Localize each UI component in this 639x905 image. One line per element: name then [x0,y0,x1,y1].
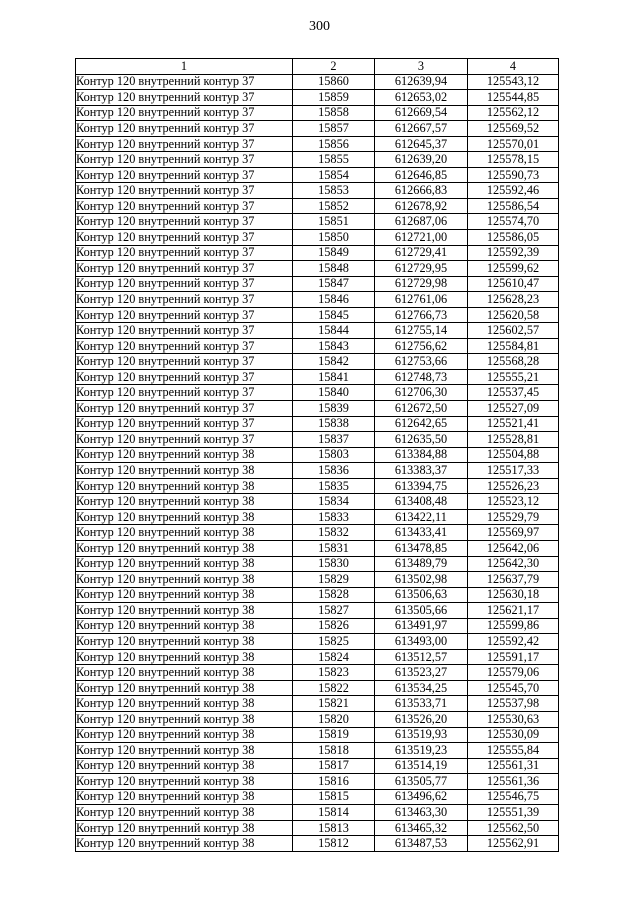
cell-coordinate-y: 125642,06 [468,540,559,556]
cell-point-number: 15855 [293,152,375,168]
page-number: 300 [309,19,330,34]
cell-coordinate-x: 612761,06 [375,292,468,308]
cell-point-number: 15827 [293,603,375,619]
cell-coordinate-x: 612729,98 [375,276,468,292]
cell-coordinate-x: 612729,95 [375,261,468,277]
cell-point-number: 15842 [293,354,375,370]
table-row [76,416,559,432]
cell-coordinate-x: 613383,37 [375,463,468,479]
cell-coordinate-x: 613463,30 [375,805,468,821]
cell-point-number: 15831 [293,540,375,556]
cell-point-number: 15824 [293,649,375,665]
cell-contour-name: Контур 120 внутренний контур 38 [76,820,293,836]
cell-point-number: 15845 [293,307,375,323]
cell-coordinate-y: 125530,63 [468,711,559,727]
cell-coordinate-x: 613514,19 [375,758,468,774]
table-row [76,401,559,417]
cell-coordinate-x: 612642,65 [375,416,468,432]
table-row [76,307,559,323]
cell-point-number: 15830 [293,556,375,572]
cell-point-number: 15859 [293,90,375,106]
cell-contour-name: Контур 120 внутренний контур 37 [76,183,293,199]
cell-point-number: 15819 [293,727,375,743]
cell-point-number: 15857 [293,121,375,137]
cell-contour-name: Контур 120 внутренний контур 38 [76,634,293,650]
cell-coordinate-y: 125569,52 [468,121,559,137]
cell-coordinate-y: 125584,81 [468,338,559,354]
cell-coordinate-x: 613534,25 [375,680,468,696]
cell-contour-name: Контур 120 внутренний контур 37 [76,198,293,214]
cell-contour-name: Контур 120 внутренний контур 37 [76,136,293,152]
cell-coordinate-y: 125543,12 [468,74,559,90]
table-row [76,369,559,385]
cell-coordinate-y: 125537,98 [468,696,559,712]
cell-coordinate-x: 613526,20 [375,711,468,727]
cell-point-number: 15848 [293,261,375,277]
cell-contour-name: Контур 120 внутренний контур 37 [76,307,293,323]
cell-coordinate-y: 125590,73 [468,167,559,183]
cell-point-number: 15847 [293,276,375,292]
cell-contour-name: Контур 120 внутренний контур 38 [76,696,293,712]
cell-coordinate-x: 612755,14 [375,323,468,339]
cell-point-number: 15840 [293,385,375,401]
table-row [76,836,559,852]
cell-point-number: 15856 [293,136,375,152]
cell-point-number: 15846 [293,292,375,308]
cell-contour-name: Контур 120 внутренний контур 37 [76,369,293,385]
table-row [76,90,559,106]
table-row [76,292,559,308]
cell-point-number: 15834 [293,494,375,510]
cell-contour-name: Контур 120 внутренний контур 38 [76,649,293,665]
table-row [76,276,559,292]
cell-point-number: 15814 [293,805,375,821]
cell-coordinate-y: 125637,79 [468,572,559,588]
table-row [76,261,559,277]
cell-point-number: 15839 [293,401,375,417]
table-row [76,385,559,401]
cell-contour-name: Контур 120 внутренний контур 38 [76,540,293,556]
cell-contour-name: Контур 120 внутренний контур 38 [76,587,293,603]
cell-coordinate-x: 612756,62 [375,338,468,354]
cell-coordinate-y: 125527,09 [468,401,559,417]
cell-point-number: 15823 [293,665,375,681]
cell-coordinate-x: 613519,23 [375,743,468,759]
table-row [76,805,559,821]
cell-coordinate-x: 613489,79 [375,556,468,572]
column-header-2: 2 [293,59,375,75]
cell-coordinate-y: 125592,39 [468,245,559,261]
cell-coordinate-y: 125545,70 [468,680,559,696]
cell-contour-name: Контур 120 внутренний контур 37 [76,292,293,308]
table-row [76,774,559,790]
cell-contour-name: Контур 120 внутренний контур 38 [76,805,293,821]
table-row [76,587,559,603]
cell-coordinate-x: 612672,50 [375,401,468,417]
cell-coordinate-x: 612748,73 [375,369,468,385]
cell-contour-name: Контур 120 внутренний контур 37 [76,385,293,401]
cell-coordinate-x: 613384,88 [375,447,468,463]
table-row [76,245,559,261]
cell-coordinate-y: 125642,30 [468,556,559,572]
cell-coordinate-x: 613505,66 [375,603,468,619]
cell-contour-name: Контур 120 внутренний контур 37 [76,338,293,354]
cell-contour-name: Контур 120 внутренний контур 38 [76,509,293,525]
cell-coordinate-x: 613496,62 [375,789,468,805]
cell-point-number: 15853 [293,183,375,199]
table-row [76,649,559,665]
cell-contour-name: Контур 120 внутренний контур 37 [76,105,293,121]
cell-coordinate-x: 613519,93 [375,727,468,743]
table-row [76,230,559,246]
cell-contour-name: Контур 120 внутренний контур 37 [76,432,293,448]
cell-point-number: 15854 [293,167,375,183]
table-row [76,323,559,339]
cell-contour-name: Контур 120 внутренний контур 38 [76,525,293,541]
cell-coordinate-y: 125555,21 [468,369,559,385]
table-row [76,214,559,230]
table-row [76,603,559,619]
cell-contour-name: Контур 120 внутренний контур 38 [76,665,293,681]
table-row [76,758,559,774]
cell-contour-name: Контур 120 внутренний контур 38 [76,789,293,805]
table-body [76,74,559,851]
cell-point-number: 15852 [293,198,375,214]
table-row [76,136,559,152]
table-row [76,696,559,712]
cell-coordinate-y: 125602,57 [468,323,559,339]
table-row [76,338,559,354]
cell-coordinate-y: 125526,23 [468,478,559,494]
cell-coordinate-y: 125504,88 [468,447,559,463]
table-row [76,743,559,759]
table-row [76,820,559,836]
cell-contour-name: Контур 120 внутренний контур 38 [76,494,293,510]
cell-coordinate-y: 125578,15 [468,152,559,168]
table-row [76,494,559,510]
cell-coordinate-y: 125517,33 [468,463,559,479]
cell-coordinate-x: 612729,41 [375,245,468,261]
cell-coordinate-x: 613523,27 [375,665,468,681]
cell-coordinate-x: 612706,30 [375,385,468,401]
cell-coordinate-x: 612669,54 [375,105,468,121]
column-header-1: 1 [76,59,293,75]
cell-coordinate-x: 613533,71 [375,696,468,712]
cell-coordinate-x: 612667,57 [375,121,468,137]
cell-coordinate-y: 125562,91 [468,836,559,852]
cell-contour-name: Контур 120 внутренний контур 37 [76,230,293,246]
cell-coordinate-x: 612666,83 [375,183,468,199]
cell-contour-name: Контур 120 внутренний контур 37 [76,90,293,106]
cell-point-number: 15820 [293,711,375,727]
cell-coordinate-y: 125555,84 [468,743,559,759]
cell-coordinate-x: 612687,06 [375,214,468,230]
cell-coordinate-x: 613422,11 [375,509,468,525]
table-row [76,74,559,90]
cell-coordinate-y: 125592,42 [468,634,559,650]
cell-coordinate-x: 612639,20 [375,152,468,168]
cell-point-number: 15822 [293,680,375,696]
cell-point-number: 15849 [293,245,375,261]
cell-coordinate-x: 613394,75 [375,478,468,494]
cell-contour-name: Контур 120 внутренний контур 37 [76,276,293,292]
table-row [76,447,559,463]
cell-coordinate-y: 125628,23 [468,292,559,308]
cell-point-number: 15843 [293,338,375,354]
table-row [76,525,559,541]
cell-coordinate-x: 612645,37 [375,136,468,152]
cell-contour-name: Контур 120 внутренний контур 38 [76,556,293,572]
cell-coordinate-y: 125528,81 [468,432,559,448]
cell-point-number: 15826 [293,618,375,634]
cell-contour-name: Контур 120 внутренний контур 37 [76,261,293,277]
cell-contour-name: Контур 120 внутренний контур 37 [76,167,293,183]
cell-contour-name: Контур 120 внутренний контур 38 [76,774,293,790]
cell-coordinate-x: 613465,32 [375,820,468,836]
cell-point-number: 15833 [293,509,375,525]
cell-coordinate-x: 613512,57 [375,649,468,665]
cell-coordinate-x: 613487,53 [375,836,468,852]
cell-contour-name: Контур 120 внутренний контур 38 [76,727,293,743]
cell-coordinate-x: 613408,48 [375,494,468,510]
cell-contour-name: Контур 120 внутренний контур 38 [76,711,293,727]
cell-point-number: 15829 [293,572,375,588]
cell-contour-name: Контур 120 внутренний контур 37 [76,214,293,230]
table-row [76,152,559,168]
table-row [76,556,559,572]
cell-point-number: 15844 [293,323,375,339]
cell-coordinate-y: 125586,54 [468,198,559,214]
cell-coordinate-x: 613493,00 [375,634,468,650]
cell-contour-name: Контур 120 внутренний контур 37 [76,354,293,370]
cell-coordinate-x: 612639,94 [375,74,468,90]
cell-contour-name: Контур 120 внутренний контур 38 [76,478,293,494]
cell-coordinate-x: 612646,85 [375,167,468,183]
cell-point-number: 15817 [293,758,375,774]
cell-contour-name: Контур 120 внутренний контур 37 [76,323,293,339]
cell-coordinate-y: 125569,97 [468,525,559,541]
cell-point-number: 15812 [293,836,375,852]
cell-contour-name: Контур 120 внутренний контур 38 [76,603,293,619]
table-header-row [76,59,559,75]
cell-point-number: 15858 [293,105,375,121]
cell-point-number: 15860 [293,74,375,90]
cell-point-number: 15821 [293,696,375,712]
table-row [76,432,559,448]
cell-coordinate-x: 613502,98 [375,572,468,588]
cell-contour-name: Контур 120 внутренний контур 37 [76,121,293,137]
cell-coordinate-y: 125599,86 [468,618,559,634]
cell-coordinate-x: 612653,02 [375,90,468,106]
table-row [76,711,559,727]
table-row [76,572,559,588]
cell-coordinate-y: 125561,36 [468,774,559,790]
cell-contour-name: Контур 120 внутренний контур 37 [76,74,293,90]
table-row [76,540,559,556]
cell-contour-name: Контур 120 внутренний контур 37 [76,416,293,432]
cell-coordinate-x: 613506,63 [375,587,468,603]
cell-coordinate-y: 125562,50 [468,820,559,836]
cell-contour-name: Контур 120 внутренний контур 37 [76,245,293,261]
cell-coordinate-y: 125570,01 [468,136,559,152]
cell-point-number: 15838 [293,416,375,432]
cell-coordinate-x: 613433,41 [375,525,468,541]
cell-coordinate-y: 125529,79 [468,509,559,525]
cell-coordinate-y: 125586,05 [468,230,559,246]
table-row [76,105,559,121]
cell-coordinate-x: 612766,73 [375,307,468,323]
cell-coordinate-y: 125544,85 [468,90,559,106]
table-row [76,198,559,214]
cell-coordinate-x: 612753,66 [375,354,468,370]
cell-coordinate-x: 612721,00 [375,230,468,246]
cell-coordinate-y: 125551,39 [468,805,559,821]
cell-point-number: 15818 [293,743,375,759]
table-row [76,121,559,137]
cell-point-number: 15816 [293,774,375,790]
cell-coordinate-x: 612635,50 [375,432,468,448]
cell-coordinate-x: 613478,85 [375,540,468,556]
cell-contour-name: Контур 120 внутренний контур 37 [76,152,293,168]
cell-coordinate-y: 125592,46 [468,183,559,199]
cell-coordinate-y: 125574,70 [468,214,559,230]
cell-point-number: 15803 [293,447,375,463]
cell-point-number: 15841 [293,369,375,385]
cell-point-number: 15836 [293,463,375,479]
cell-coordinate-y: 125579,06 [468,665,559,681]
cell-coordinate-x: 613491,97 [375,618,468,634]
table-row [76,727,559,743]
cell-coordinate-y: 125537,45 [468,385,559,401]
cell-point-number: 15835 [293,478,375,494]
cell-coordinate-y: 125523,12 [468,494,559,510]
cell-coordinate-y: 125546,75 [468,789,559,805]
cell-coordinate-x: 612678,92 [375,198,468,214]
table-row [76,665,559,681]
cell-contour-name: Контур 120 внутренний контур 38 [76,758,293,774]
cell-contour-name: Контур 120 внутренний контур 38 [76,463,293,479]
cell-contour-name: Контур 120 внутренний контур 38 [76,572,293,588]
table-row [76,183,559,199]
cell-point-number: 15828 [293,587,375,603]
column-header-4: 4 [468,59,559,75]
cell-point-number: 15850 [293,230,375,246]
cell-coordinate-y: 125562,12 [468,105,559,121]
cell-coordinate-y: 125599,62 [468,261,559,277]
cell-coordinate-y: 125568,28 [468,354,559,370]
cell-coordinate-y: 125630,18 [468,587,559,603]
table-row [76,167,559,183]
table-row [76,354,559,370]
cell-point-number: 15851 [293,214,375,230]
cell-contour-name: Контур 120 внутренний контур 38 [76,743,293,759]
column-header-3: 3 [375,59,468,75]
cell-point-number: 15825 [293,634,375,650]
cell-point-number: 15832 [293,525,375,541]
table-row [76,478,559,494]
cell-coordinate-y: 125530,09 [468,727,559,743]
cell-coordinate-y: 125610,47 [468,276,559,292]
cell-contour-name: Контур 120 внутренний контур 38 [76,680,293,696]
cell-contour-name: Контур 120 внутренний контур 38 [76,836,293,852]
cell-coordinate-y: 125620,58 [468,307,559,323]
cell-point-number: 15815 [293,789,375,805]
cell-coordinate-y: 125521,41 [468,416,559,432]
table-row [76,509,559,525]
cell-contour-name: Контур 120 внутренний контур 37 [76,401,293,417]
cell-point-number: 15837 [293,432,375,448]
cell-contour-name: Контур 120 внутренний контур 38 [76,618,293,634]
table-row [76,634,559,650]
cell-coordinate-y: 125621,17 [468,603,559,619]
table-row [76,463,559,479]
cell-contour-name: Контур 120 внутренний контур 38 [76,447,293,463]
cell-point-number: 15813 [293,820,375,836]
cell-coordinate-y: 125591,17 [468,649,559,665]
table-row [76,618,559,634]
cell-coordinate-x: 613505,77 [375,774,468,790]
cell-coordinate-y: 125561,31 [468,758,559,774]
coordinates-table [75,58,559,852]
table-row [76,680,559,696]
table-row [76,789,559,805]
